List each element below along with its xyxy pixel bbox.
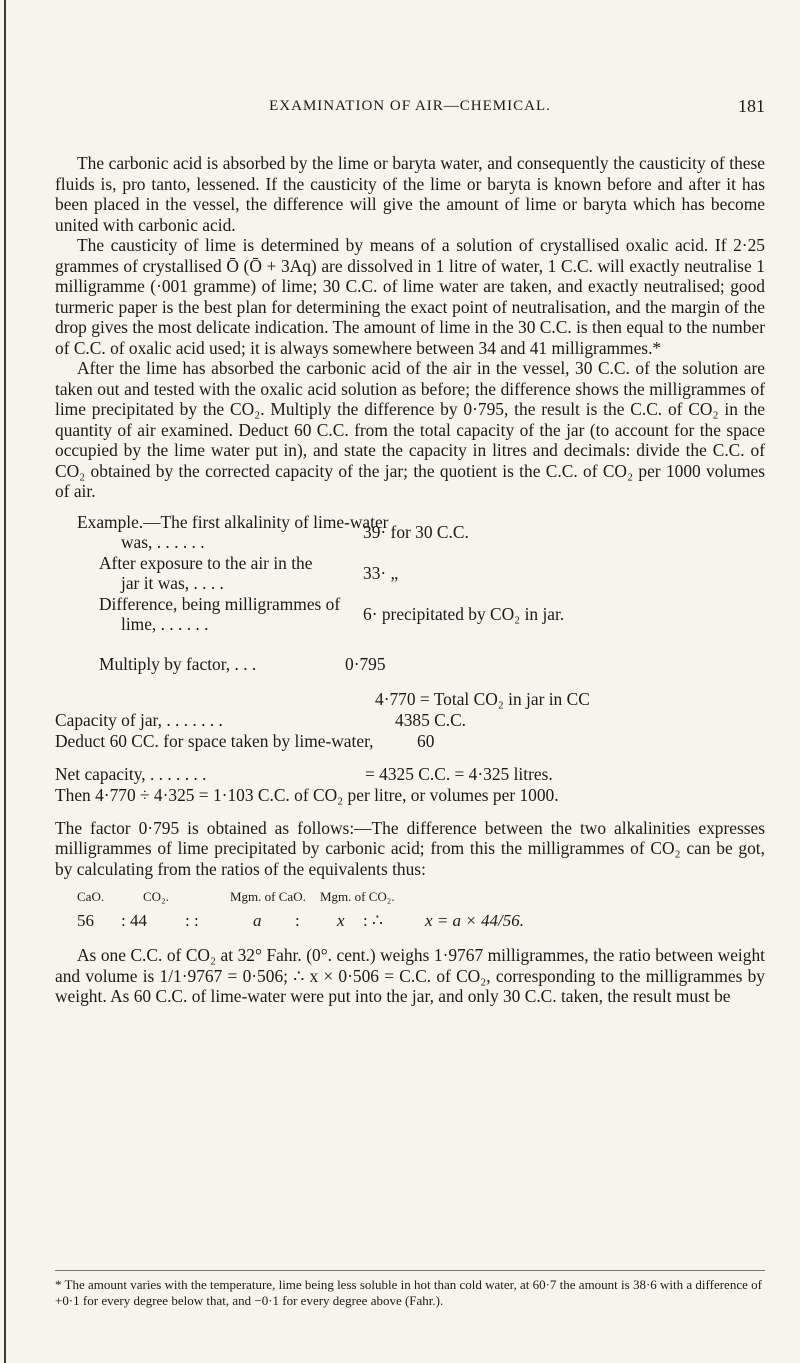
example-value: 39· for 30 C.C.: [363, 522, 469, 542]
example-value: 33· „: [363, 563, 399, 583]
total-co2-text: 4·770 = Total CO₂ in jar in CC: [375, 688, 590, 709]
example-row: [55, 553, 765, 574]
example-row: [55, 522, 765, 553]
ratio-mgm-cao: Mgm. of CaO.: [230, 889, 306, 904]
running-head: EXAMINATION OF AIR—CHEMICAL.: [269, 98, 551, 114]
paragraph-1: The carbonic acid is absorbed by the lime or baryta water, and consequently the causticity of these fluids is, pro tanto, lessened. If the causticity of the lime or baryta is known before and after it has been placed in the vessel, the difference will give the amount of lime or baryta which has become united with carbonic acid.: [55, 153, 765, 235]
page-edge-line: [4, 0, 6, 1363]
paragraph-2: The causticity of lime is determined by means of a solution of crystallised oxalic acid. If 2·25 grammes of crystallised Ō (Ō + 3Aq) are dissolved in 1 litre of water, 1 C.C. will exactly neutralise 1 milligramme (·001 gramme) of lime; 30 C.C. of lime water are taken, and exactly neutralised; good turmeric paper is the best plan for determining the exact point of neutralisation, and the margin of the drop gives the most delicate indication. The amount of lime in the 30 C.C. is then equal to the number of C.C. of oxalic acid used; it is always somewhere between 34 and 41 milligrammes.*: [55, 235, 765, 358]
ratio-mgm-co2: Mgm. of CO₂.: [320, 889, 395, 904]
example-label: Example.—The first alkalinity of lime-water: [77, 511, 389, 532]
ratio-header: [55, 887, 765, 911]
example-label-cont: lime, . . . . . .: [121, 614, 209, 634]
example-value: 0·795: [345, 654, 386, 674]
capacity-label: Capacity of jar, . . . . . . .: [55, 709, 223, 730]
ratio-a: a: [253, 911, 262, 930]
net-capacity-label: Net capacity, . . . . . . .: [55, 763, 207, 784]
deduct-label: Deduct 60 CC. for space taken by lime-water,: [55, 730, 374, 751]
capacity-line: [55, 710, 765, 731]
deduct-value: 60: [417, 730, 435, 751]
page-number: 181: [738, 96, 765, 116]
ratio-co2: CO₂.: [143, 889, 169, 904]
then-text: Then 4·770 ÷ 4·325 = 1·103 C.C. of CO₂ per litre, or volumes per 1000.: [55, 784, 559, 805]
factor-paragraph: The factor 0·795 is obtained as follows:—The difference between the two alkalinities expresses milligrammes of lime precipitated by carbonic acid; from this the milligrammes of CO₂ can be got, by calculating from the ratios of the equivalents thus:: [55, 817, 765, 879]
page-header: [55, 98, 765, 122]
footnote-text: * The amount varies with the temperature, lime being less soluble in hot than cold water, at 60·7 the amount is 38·6 with a difference of +0·1 for every degree below that, and −0·1 for every degree above (Fahr.).: [55, 1277, 762, 1308]
deduct-line: [55, 731, 765, 752]
ratio-values: [55, 911, 765, 937]
example-label-cont: was, . . . . . .: [121, 532, 205, 552]
example-row: [55, 563, 765, 594]
body-text: [55, 153, 765, 1007]
example-label: Multiply by factor, . . .: [99, 654, 257, 674]
footnote: [55, 1270, 765, 1308]
net-capacity-value: = 4325 C.C. = 4·325 litres.: [365, 763, 553, 784]
ratio-44: : 44: [121, 911, 147, 930]
total-co2-line: [55, 689, 765, 710]
net-capacity-line: [55, 764, 765, 785]
example-value: 6· precipitated by CO₂ in jar.: [363, 604, 565, 624]
example-label: After exposure to the air in the: [99, 552, 313, 573]
capacity-value: 4385 C.C.: [395, 709, 467, 730]
example-row: [55, 654, 765, 675]
final-paragraph: As one C.C. of CO₂ at 32° Fahr. (0°. cent.) weighs 1·9767 milligrammes, the ratio between weight and volume is 1/1·9767 = 0·506; ∴ x × 0·506 = C.C. of CO₂, corresponding to the milligrammes by weight. As 60 C.C. of lime-water were put into the jar, and only 30 C.C. taken, the result must be: [55, 945, 765, 1006]
example-label-cont: jar it was, . . . .: [121, 573, 224, 593]
ratio-56: 56: [77, 911, 94, 930]
ratio-x: x: [337, 911, 345, 930]
example-table: [55, 512, 765, 675]
example-row: [55, 604, 765, 654]
ratio-formula: x = a × 44/56.: [425, 911, 524, 930]
then-line: [55, 785, 765, 806]
ratio-cao: CaO.: [77, 889, 105, 904]
ratio-therefore: : ∴: [363, 911, 383, 930]
paragraph-3: After the lime has absorbed the carbonic acid of the air in the vessel, 30 C.C. of the solution are taken out and tested with the oxalic acid solution as before; the difference shows the milligrammes of lime precipitated by the CO₂. Multiply the difference by 0·795, the result is the C.C. of CO₂ in the quantity of air examined. Deduct 60 C.C. from the total capacity of the jar (to account for the space occupied by the lime water put in), and state the capacity in litres and decimals: divide the C.C. of CO₂ obtained by the corrected capacity of the jar; the quotient is the C.C. of CO₂ per 1000 volumes of air.: [55, 358, 765, 501]
ratio-colon: :: [295, 911, 300, 930]
example-label: Difference, being milligrammes of: [99, 593, 341, 614]
ratio-proportion: : :: [185, 911, 199, 930]
